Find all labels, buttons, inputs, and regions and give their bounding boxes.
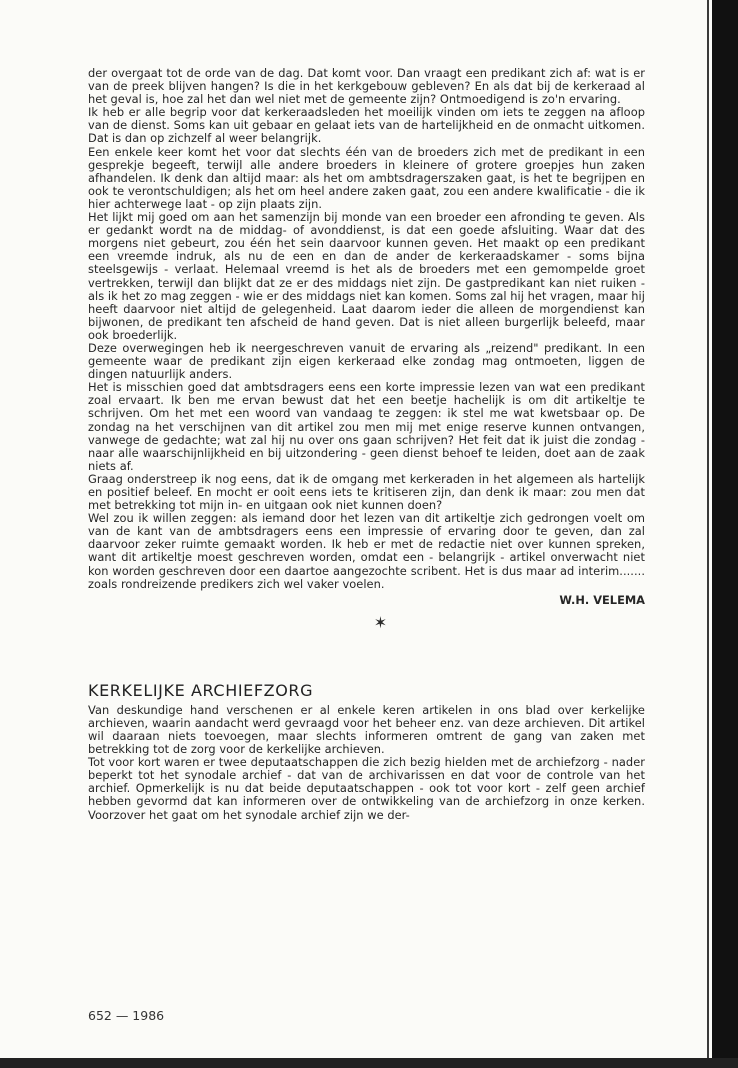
star-icon: ✶ (373, 612, 388, 632)
article1-paragraph-5: Deze overwegingen heb ik neergeschreven vanuit de ervaring als „reizend" predikant. In een gemeente waar de predikant zijn eigen kerkeraad elke zondag mag ontmoeten, liggen de dingen natuurlijk anders. (88, 340, 645, 382)
author-signature: W.H. VELEMA (559, 592, 645, 607)
article2-paragraph-2: Tot voor kort waren er twee deputaatschappen die zich bezig hielden met de archiefzorg - nader beperkt tot het synodale archief - dat van de archivarissen en dat voor de controle van het archief. Opmerkelijk is nu dat beide deputaatschappen - ook tot voor kort - zelf geen archief hebben gevormd dat kan informeren over de ontwikkeling van de archiefzorg in onze kerken. Voorzover het gaat om het synodale archief zijn we der- (88, 755, 645, 822)
article1-paragraph-3: Een enkele keer komt het voor dat slechts één van de broeders zich met de predikant in een gesprekje begeeft, terwijl alle andere broeders in kleinere of grotere groepjes hun zaken afhandelen. Ik denk dan altijd maar: als het om ambtsdragerszaken gaat, is het te begrijpen en ook te verontschuldigen; als het om heel andere zaken gaat, zou een andere kwalificatie - die ik hier achterwege laat - op zijn plaats zijn. (88, 144, 645, 211)
article2-title: KERKELIJKE ARCHIEFZORG (88, 680, 314, 700)
article1-paragraph-4: Het lijkt mij goed om aan het samenzijn bij monde van een broeder een afronding te geven. Als er gedankt wordt na de middag- of avonddienst, is dat een goede afsluiting. Waar dat des morgens niet gebeurt, zou één het sein daarvoor kunnen geven. Het maakt op een predikant een vreemde indruk, als nu de een en dan de ander de kerkeraadskamer - soms bijna steelsgewijs - verlaat. Helemaal vreemd is het als de broeders met een gemompelde groet vertrekken, terwijl dan blijkt dat ze er des middags niet zijn. De gastpredikant kan niet ruiken - als ik het zo mag zeggen - wie er des middags niet kan komen. Soms zal hij het vragen, maar hij heeft daarvoor niet altijd de gelegenheid. Laat daarom ieder die alleen de morgendienst kan bijwonen, de predikant ten afscheid de hand geven. Dat is niet alleen burgerlijk beleefd, maar ook broederlijk. (88, 210, 645, 342)
scan-edge-right (712, 0, 738, 1068)
article1-paragraph-1: der overgaat tot de orde van de dag. Dat komt voor. Dan vraagt een predikant zich af: wat is er van de preek blijven hangen? Is die in het kerkgebouw gebleven? En als dat bij de kerkeraad al het geval is, hoe zal het dan wel niet met de gemeente zijn? Ontmoedigend is zo'n ervaring. (88, 66, 645, 107)
article2-paragraph-1: Van deskundige hand verschenen er al enkele keren artikelen in ons blad over kerkelijke archieven, waarin aandacht werd gevraagd voor het beheer enz. van deze archieven. Dit artikel wil daaraan niets toevoegen, maar slechts informeren omtrent de gang van zaken met betrekking tot de zorg voor de kerkelijke archieven. (88, 702, 645, 757)
section-separator (88, 607, 645, 653)
article1-paragraph-2: Ik heb er alle begrip voor dat kerkeraadsleden het moeilijk vinden om iets te zeggen na afloop van de dienst. Soms kan uit gebaar en gelaat iets van de hartelijkheid en de onmacht uitkomen. Dat is dan op zichzelf al weer belangrijk. (88, 105, 645, 146)
article1-paragraph-7: Graag onderstreep ik nog eens, dat ik de omgang met kerkeraden in het algemeen als hartelijk en positief beleef. En mocht er ooit eens iets te kritiseren zijn, dan denk ik maar: zou men dat met betrekking tot mijn in- en uitgaan ook niet kunnen doen? (88, 471, 645, 513)
article1-paragraph-8: Wel zou ik willen zeggen: als iemand door het lezen van dit artikeltje zich gedrongen voelt om van de kant van de ambtsdragers eens een impressie of ervaring door te geven, dan zal daarvoor zeker ruimte gemaakt worden. Ik heb er met de redactie niet over kunnen spreken, want dit artikeltje moest geschreven worden, omdat een - belangrijk - artikel onverwacht niet kon worden geschreven door een daartoe aangezochte scribent. Het is dus maar ad interim....... zoals rondreizende predikers zich wel vaker voelen. (88, 511, 645, 591)
page-content (88, 67, 645, 822)
scan-edge-bottom (0, 1058, 738, 1068)
binding-line (707, 0, 709, 1058)
article1-paragraph-6: Het is misschien goed dat ambtsdragers eens een korte impressie lezen van wat een predikant zoal ervaart. Ik ben me ervan bewust dat het een beetje hachelijk is om dit artikeltje te schrijven. Om het met een woord van vandaag te zeggen: ik stel me wat kwetsbaar op. De zondag na het verschijnen van dit artikel zou men mij met enige reserve kunnen ontvangen, vanwege de gedachte; wat zal hij nu over ons gaan schrijven? Het feit dat ik juist die zondag - naar alle waarschijnlijkheid en bij uitzondering - geen dienst behoef te leiden, doet aan de zaak niets af. (88, 380, 645, 473)
page-number: 652 — 1986 (88, 1008, 165, 1023)
